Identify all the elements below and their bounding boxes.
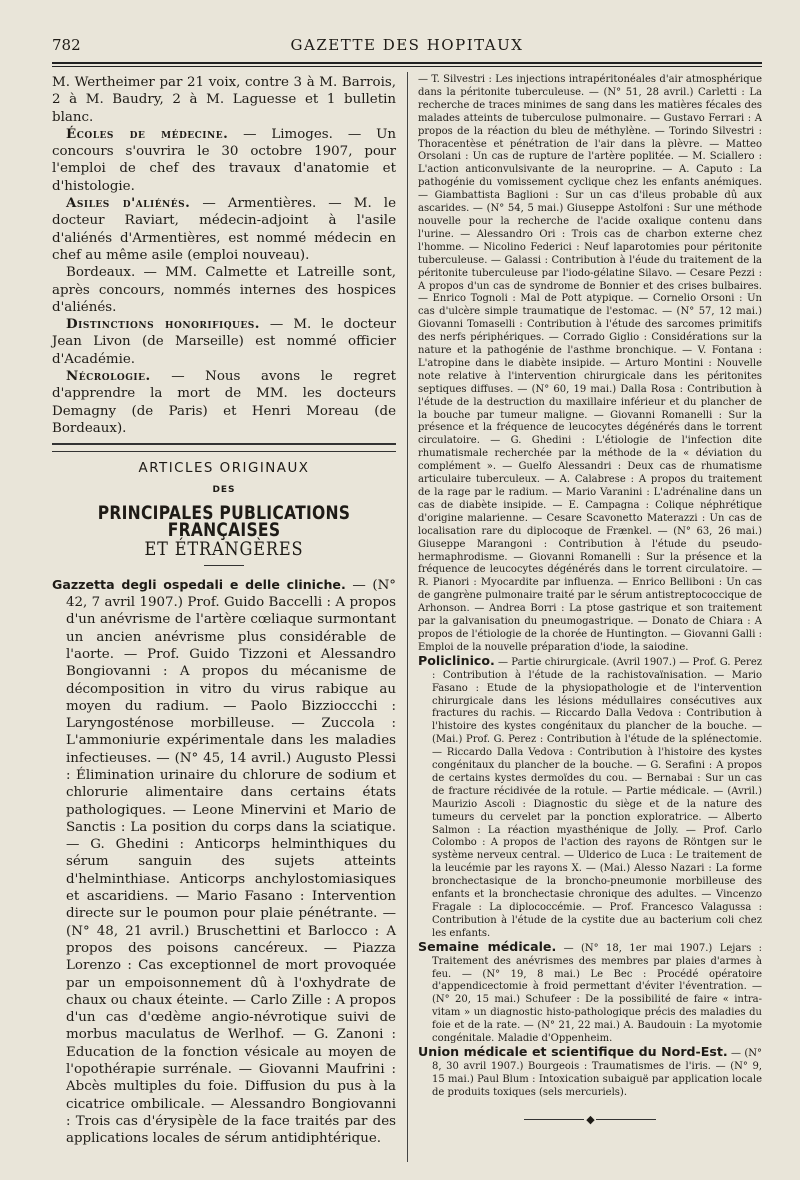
news-label: Asiles d'aliénés. (66, 195, 191, 212)
header-rule (52, 62, 762, 64)
page-number: 782 (52, 36, 81, 54)
journal-entry-text: — (N° 8, 30 avril 1907.) Bourgeois : Traumatismes de l'iris. — (N° 9, 15 mai.) Paul Blum : Intoxication subaiguë par application locale de produits toxiques (sels mercuriels). (432, 1047, 762, 1098)
column-divider (407, 72, 408, 1162)
news-paragraph: Bordeaux. — MM. Calmette et Latreille sont, après concours, nommés internes des hospices d'aliénés. (52, 265, 396, 315)
news-paragraph (52, 316, 396, 368)
news-text: — M. le docteur Jean Livon (de Marseille) est nommé officier d'Académie. (52, 317, 396, 367)
end-ornament (418, 1114, 762, 1127)
news-paragraph (52, 126, 396, 195)
journal-name: Gazzetta degli ospedali e delle cliniche. (52, 576, 346, 592)
journal-name: Policlinico. (418, 652, 495, 668)
journal-entry-continuation: — T. Silvestri : Les injections intrapéritonéales d'air atmosphérique dans la péritonite tuberculeuse. — (N° 51, 28 avril.) Carletti : La recherche de traces minimes de sang dans les matières fécales des malades atteints de tuberculose pulmonaire. — Gustavo Ferrari : A propos de la réaction du bleu de méthylène. — Torindo Silvestri : Thoracentèse et pénétration de l'air dans la plèvre. — Matteo Orsolani : Un cas de rupture de l'artère poplitée. — M. Sciallero : L'action anticonvulsivante de la neuroprine. — A. Caputo : La pathogénie du vomissement cyclique chez les enfants anémiques. — Giambattista Baglioni : Sur un cas d'ileus probable dû aux ascarides. — (N° 54, 5 mai.) Giuseppe Astolfoni : Sur une méthode nouvelle pour la recherche de l'acide oxalique contenu dans l'urine. — Alessandro Ori : Trois cas de charbon externe chez l'homme. — Nicolino Federici : Neuf laparotomies pour péritonite tuberculeuse. — Galassi : Contribution à l'éude du traitement de la péritonite tuberculeuse par l'iodo-gélatine Silavo. — Cesare Pezzi : A propos d'un cas de syndrome de Bonnier et des crises bulbaires. — Enrico Tognoli : Mal de Pott atypique. — Cornelio Orsoni : Un cas d'ulcère simple traumatique de l'estomac. — (N° 57, 12 mai.) Giovanni Tomaselli : Contribution à l'étude des sarcomes primitifs des nerfs périphériques. — Corrado Giglio : Considérations sur la nature et la pathogénie de l'asthme bronchique. — V. Fontana : L'atropine dans le diabète insipide. — Arturo Montini : Nouvelle note relative à l'intervention chirurgicale dans les péritonites septiques diffuses. — (N° 60, 19 mai.) Dalla Rosa : Contribution à l'étude de la destruction du maxillaire inférieur et du plancher de la bouche par tumeur maligne. — Giovanni Romanelli : Sur la présence et la fréquence de leucocytes dégénérés dans le torrent circulatoire. — G. Ghedini : L'étiologie de l'infection dite rhumatismale recherchée par la méthode de la « déviation du complément ». — Guelfo Alessandri : Deux cas de rhumatisme articulaire tuberculeux. — A. Calabrese : A propos du traitement de la rage par le radium. — Mario Varanini : L'adrénaline dans un cas de diabète insipide. — E. Campagna : Colique néphrétique d'origine malarienne. — Cesare Scavonetto Materazzi : Un cas de localisation rare du diplocoque de Frænkel. — (N° 63, 26 mai.) Giuseppe Marangoni : Contribution à l'étude du pseudo-hermaphrodisme. — Giovanni Romanelli : Sur la présence et la fréquence de leucocytes dégénérés dans le torrent circulatoire. — R. Pianori : Myocardite par influenza. — Enrico Belliboni : Un cas de gangrène pulmonaire traité par le sérum antistreptococcique de Arhonson. — Andrea Borri : La ptose gastrique et son traitement par la galvanisation du pneumogastrique. — Donato de Chiara : A propos de l'étiologie de la chorée de Huntington. — Giovanni Galli : Emploi de la nouvelle préparation d'iode, la saiodine. (418, 74, 762, 653)
section-title: ARTICLES ORIGINAUX (138, 461, 310, 477)
section-subtitle: DES (212, 484, 236, 495)
ornament-glyph: ◆ (586, 1112, 594, 1126)
journal-name: Union médicale et scientifique du Nord-Est. (418, 1043, 728, 1059)
title-rule (204, 565, 244, 566)
main-title-line2: ET ÉTRANGÈRES (144, 538, 304, 561)
right-column (418, 74, 762, 1127)
news-paragraph: M. Wertheimer par 21 voix, contre 3 à M. Barrois, 2 à M. Baudry, 2 à M. Laguesse et 1 bulletin blanc. (52, 75, 396, 125)
news-paragraph (52, 195, 396, 264)
section-rule (52, 443, 396, 445)
news-label: Distinctions honorifiques. (66, 316, 260, 333)
journal-entry (418, 1043, 762, 1100)
journal-entry-text: — (N° 42, 7 avril 1907.) Prof. Guido Baccelli : A propos d'un anévrisme de l'artère cœliaque surmontant un ancien anévrisme plus considérable de l'aorte. — Prof. Guido Tizzoni et Alessandro Bongiovanni : A propos du mécanisme de décomposition in vitro du virus rabique au moyen du radium. — Paolo Bizzioccchi : Laryngosténose morbilleuse. — Zuccola : L'ammoniurie expérimentale dans les maladies infectieuses. — (N° 45, 14 avril.) Augusto Plessi : Élimination urinaire du chlorure de sodium et chlorurie alimentaire dans certains états pathologiques. — Leone Minervini et Mario de Sanctis : La position du corps dans la sciatique. — G. Ghedini : Anticorps helminthiques du sérum sanguin des sujets atteints d'helminthiase. Anticorps anchylostomiasiques et ascaridiens. — Mario Fasano : Intervention directe sur le poumon pour plaie pénétrante. — (N° 48, 21 avril.) Bruschettini et Barlocco : A propos des poisons cancéreux. — Piazza Lorenzo : Cas exceptionnel de mort provoquée par un empoisonnement dû à l'oxhydrate de chaux ou chaux éteinte. — Carlo Zille : A propos d'un cas d'œdème angio-névrotique suivi de morbus maculatus de Werlhof. — G. Zanoni : Education de la fonction vésicale au moyen de l'opothérapie surrénale. — Giovanni Maufrini : Abcès multiples du foie. Diffusion du pus à la cicatrice ombilicale. — Alessandro Bongiovanni : Trois cas d'érysipèle de la face traités par des applications locales de sérum antidiphtérique. (66, 577, 396, 1147)
page-header (52, 36, 762, 60)
journal-entry-text: — Partie chirurgicale. (Avril 1907.) — Prof. G. Perez : Contribution à l'étude de la rachistovaïnisation. — Mario Fasano : Etude de la physiopathologie et de l'intervention chirurgicale dans les lésions médullaires consécutives aux fractures du rachis. — Riccardo Dalla Vedova : Contribution à l'histoire des kystes congénitaux du plancher de la bouche. — (Mai.) Prof. G. Perez : Contribution à l'étude de la splénectomie. — Riccardo Dalla Vedova : Contribution à l'histoire des kystes congénitaux du plancher de la bouche. — G. Serafini : A propos de certains kystes dermoïdes du cou. — Bernabai : Sur un cas de fracture récidivée de la rotule. — Partie médicale. — (Avril.) Maurizio Ascoli : Diagnostic du siège et de la nature des tumeurs du cervelet par la ponction exploratrice. — Alberto Salmon : La réaction myasthénique de Jolly. — Prof. Carlo Colombo : A propos de l'action des rayons de Röntgen sur le système nerveux central. — Ulderico de Luca : Le traitement de la leucémie par les rayons X. — (Mai.) Alesso Nazari : La forme bronchectasique de la broncho-pneumonie morbilleuse des enfants et la bronchectasie chronique des adultes. — Vincenzo Fragale : La diplococcémie. — Prof. Francesco Valagussa : Contribution à l'étude de la cystite due au bacterium coli chez les enfants. (432, 656, 762, 939)
main-title: PRINCIPALES PUBLICATIONS FRANÇAISES (97, 501, 351, 542)
journal-entry (52, 576, 396, 1148)
news-text: — Nous avons le regret d'apprendre la mort de MM. les docteurs Demagny (de Paris) et Henri Moreau (de Bordeaux). (52, 369, 396, 436)
journal-title: GAZETTE DES HOPITAUX (290, 36, 524, 54)
section-rule-thin (52, 451, 396, 452)
journal-entry (418, 938, 762, 1046)
journal-entry (418, 652, 762, 941)
news-paragraph (52, 368, 396, 437)
journal-name: Semaine médicale. (418, 938, 557, 954)
left-column (52, 74, 396, 1148)
header-rule-thin (52, 66, 762, 67)
news-text: — Limoges. — Un concours s'ouvrira le 30 octobre 1907, pour l'emploi de chef des travaux d'anatomie et d'histologie. (52, 126, 396, 194)
news-label: Écoles de médecine. (66, 125, 229, 142)
news-label: Nécrologie. (66, 368, 151, 385)
news-text: — Armentières. — M. le docteur Raviart, médecin-adjoint à l'asile d'aliénés d'Armentières, est nommé médecin en chef au même asile (emploi nouveau). (52, 196, 396, 263)
journal-entry-text: — (N° 18, 1er mai 1907.) Lejars : Traitement des anévrismes des membres par plaies d'armes à feu. — (N° 19, 8 mai.) Le Bec : Procédé opératoire d'appendicectomie à froid permettant d'éviter l'éventration. — (N° 20, 15 mai.) Schufeer : De la possibilité de faire « intra-vitam » un diagnostic histo-pathologique précis des maladies du foie et de la rate. — (N° 21, 22 mai.) A. Baudouin : La myotomie congénitale. Maladie d'Oppenheim. (432, 942, 762, 1045)
